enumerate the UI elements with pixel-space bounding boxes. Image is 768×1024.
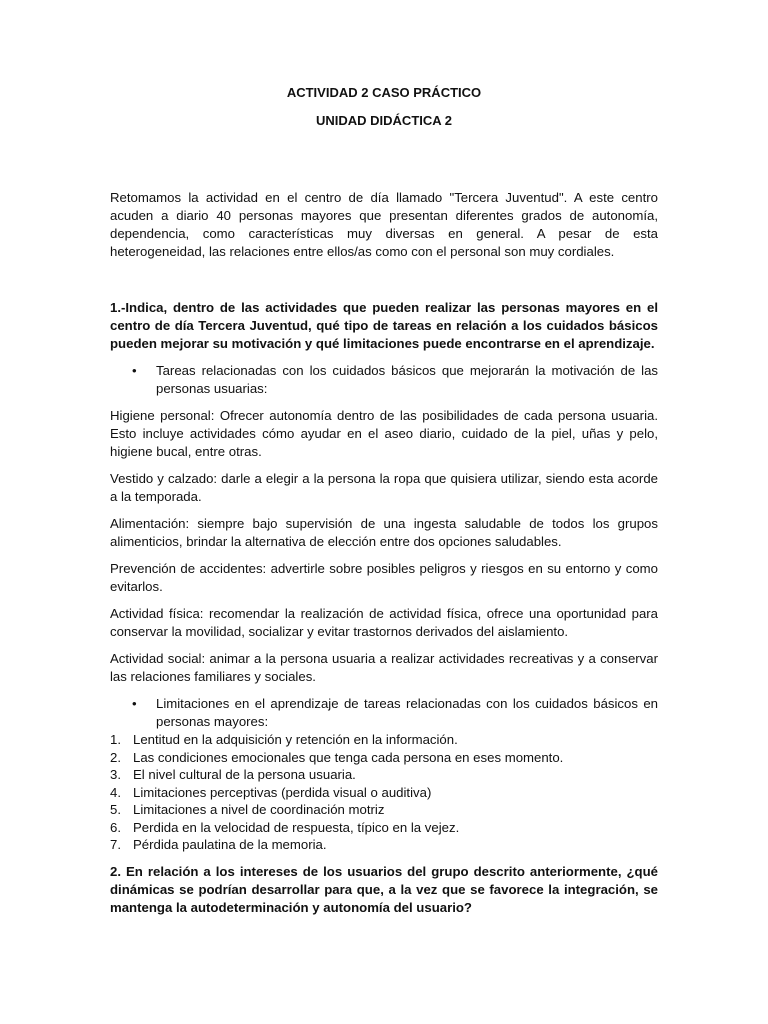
list-item: 3. El nivel cultural de la persona usuaria. <box>110 767 356 782</box>
list-item: 2. Las condiciones emocionales que tenga cada persona en eses momento. <box>110 749 564 765</box>
document-page <box>110 84 658 926</box>
bullet-text: Tareas relacionadas con los cuidados básicos que mejorarán la motivación de las personas usuarias: <box>156 363 658 396</box>
list-item: 4. Limitaciones perceptivas (perdida visual o auditiva) <box>110 784 432 800</box>
paragraph-physical-activity: Actividad física: recomendar la realización de actividad física, ofrece una oportunidad para conservar la movilidad, socializar y evitar trastornos derivados del aislamiento. <box>110 606 658 639</box>
list-item: 7. Pérdida paulatina de la memoria. <box>110 837 327 852</box>
list-item: 1. Lentitud en la adquisición y retención en la información. <box>110 732 458 747</box>
document-subtitle: UNIDAD DIDÁCTICA 2 <box>315 113 453 128</box>
bullet-glyph: • <box>132 363 137 378</box>
question-2: 2. En relación a los intereses de los usuarios del grupo descrito anteriormente, ¿qué dinámicas se podrían desarrollar para que, a la vez que se favorece la integración, se mantenga la autodeterminación y autonomía del usuario? <box>110 863 658 915</box>
paragraph-accidents: Prevención de accidentes: advertirle sobre posibles peligros y riesgos en su entorno y como evitarlos. <box>110 561 658 594</box>
paragraph-hygiene: Higiene personal: Ofrecer autonomía dentro de las posibilidades de cada persona usuaria. Esto incluye actividades cómo ayudar en el aseo diario, cuidado de la piel, uñas y pelo, higiene bucal, entre otras. <box>110 408 658 459</box>
paragraph-social-activity: Actividad social: animar a la persona usuaria a realizar actividades recreativas y a conservar las relaciones familiares y sociales. <box>110 651 658 684</box>
bullet-item-limitations <box>110 695 658 731</box>
paragraph-food: Alimentación: siempre bajo supervisión de una ingesta saludable de todos los grupos alimenticios, brindar la alternativa de elección entre dos opciones saludables. <box>110 516 658 549</box>
paragraph-clothing: Vestido y calzado: darle a elegir a la persona la ropa que quisiera utilizar, siendo esta acorde a la temporada. <box>110 471 658 504</box>
question-1: 1.-Indica, dentro de las actividades que pueden realizar las personas mayores en el centro de día Tercera Juventud, qué tipo de tareas en relación a los cuidados básicos pueden mejorar su motivación y qué limitaciones puede encontrarse en el aprendizaje. <box>110 300 658 351</box>
list-item: 5. Limitaciones a nivel de coordinación motriz <box>110 802 385 817</box>
list-item: 6. Perdida en la velocidad de respuesta, típico en la vejez. <box>110 819 460 835</box>
bullet-text: Limitaciones en el aprendizaje de tareas relacionadas con los cuidados básicos en personas mayores: <box>156 696 658 729</box>
limitations-list <box>110 731 658 854</box>
bullet-item-motivation <box>110 362 658 398</box>
document-title: ACTIVIDAD 2 CASO PRÁCTICO <box>286 85 482 100</box>
intro-paragraph: Retomamos la actividad en el centro de día llamado "Tercera Juventud". A este centro acuden a diario 40 personas mayores que presentan diferentes grados de autonomía, dependencia, como características muy diversas en general. A pesar de esta heterogeneidad, las relaciones entre ellos/as como con el personal son muy cordiales. <box>110 190 658 259</box>
bullet-glyph: • <box>132 696 137 711</box>
